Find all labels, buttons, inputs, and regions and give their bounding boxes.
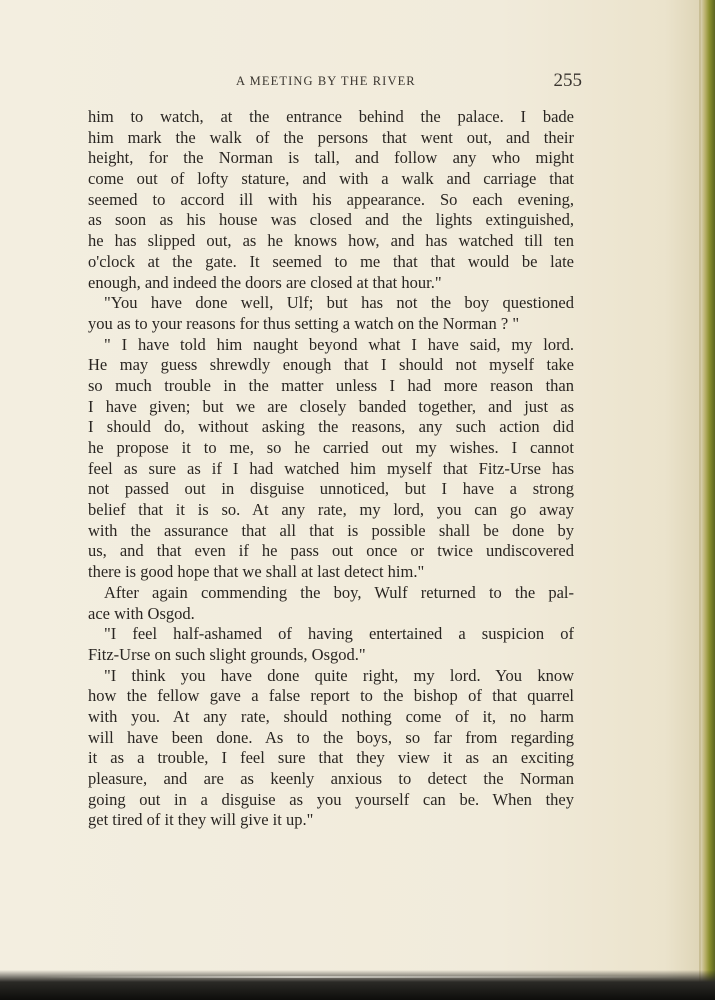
body-text [88,107,574,831]
text-line: him mark the walk of the persons that went out, and their [88,127,574,147]
text-line: I should do, without asking the reasons, any such action did [88,417,574,437]
text-line: with the assurance that all that is possible shall be done by [88,520,574,540]
page-number: 255 [553,70,582,91]
text-line: " I have told him naught beyond what I have said, my lord. [104,334,574,354]
text-line: going out in a disguise as you yourself can be. When they [88,789,574,809]
text-line: as soon as his house was closed and the lights extinguished, [88,210,574,230]
text-line: feel as sure as if I had watched him myself that Fitz-Urse has [88,458,574,478]
text-line: you as to your reasons for thus setting a watch on the Norman ? " [88,313,520,333]
text-line: height, for the Norman is tall, and follow any who might [88,148,574,168]
text-line: ace with Osgod. [88,603,195,623]
text-line: us, and that even if he pass out once or twice undiscovered [88,541,574,561]
text-line: will have been done. As to the boys, so far from regarding [88,727,574,747]
text-line: enough, and indeed the doors are closed at that hour." [88,272,442,292]
text-line: belief that it is so. At any rate, my lord, you can go away [88,500,574,520]
text-line: not passed out in disguise unnoticed, but I have a strong [88,479,574,499]
text-line: get tired of it they will give it up." [88,810,314,830]
text-line: pleasure, and are as keenly anxious to detect the Norman [88,769,574,788]
text-line: "I feel half-ashamed of having entertained a suspicion of [104,624,574,644]
text-line: seemed to accord ill with his appearance. So each evening, [88,189,574,209]
text-line: "I think you have done quite right, my lord. You know [104,665,574,685]
text-line: it as a trouble, I feel sure that they view it as an exciting [88,748,574,768]
page-curl-highlight [40,976,680,978]
text-line: After again commending the boy, Wulf returned to the pal- [104,582,574,602]
text-line: "You have done well, Ulf; but has not the boy questioned [104,293,574,313]
text-line: he has slipped out, as he knows how, and has watched till ten [88,231,574,251]
text-line: how the fellow gave a false report to the bishop of that quarrel [88,686,574,706]
book-bottom-edge [0,970,715,1000]
text-line: so much trouble in the matter unless I had more reason than [88,375,574,395]
text-line: him to watch, at the entrance behind the palace. I bade [88,107,574,126]
text-line: with you. At any rate, should nothing come of it, no harm [88,706,574,726]
text-line: He may guess shrewdly enough that I should not myself take [88,355,574,375]
text-line: come out of lofty stature, and with a walk and carriage that [88,169,574,189]
page-header [88,70,582,92]
text-line: I have given; but we are closely banded together, and just as [88,396,574,416]
text-line: o'clock at the gate. It seemed to me that that would be late [88,251,574,271]
book-fore-edge [701,0,715,1000]
running-head: A MEETING BY THE RIVER [236,74,416,88]
text-line: there is good hope that we shall at last detect him." [88,562,425,582]
text-line: Fitz-Urse on such slight grounds, Osgod." [88,644,366,664]
text-line: he propose it to me, so he carried out my wishes. I cannot [88,438,574,457]
